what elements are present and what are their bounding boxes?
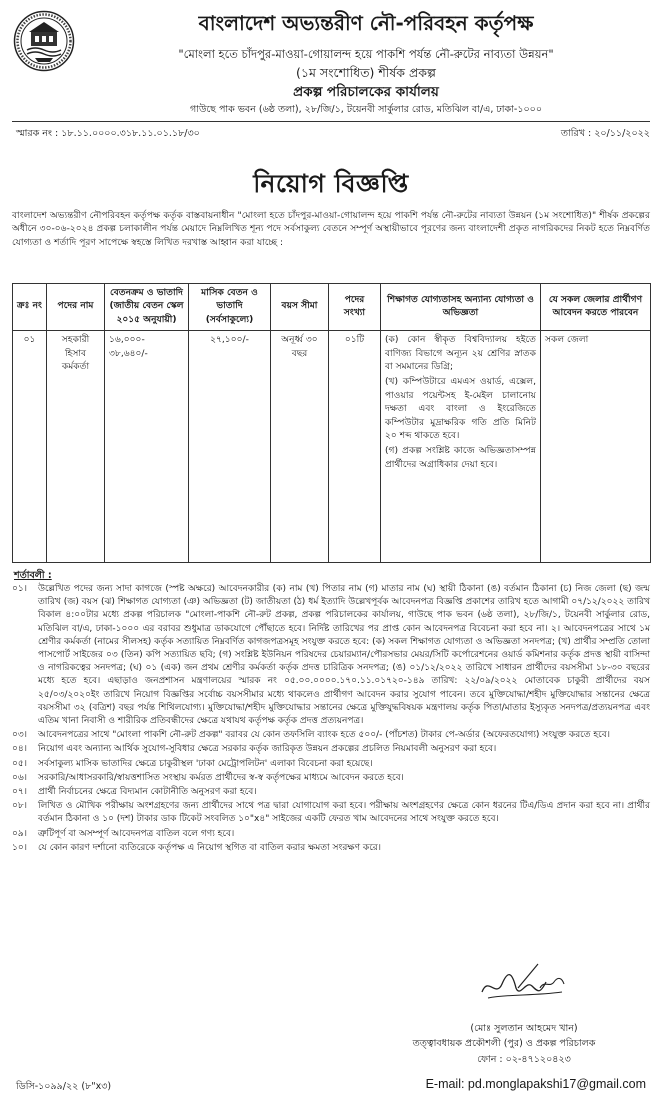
header-age: বয়স সীমা bbox=[271, 284, 329, 331]
cell-scale: ১৬,০০০- ৩৮,৬৪০/- bbox=[105, 331, 189, 563]
list-item bbox=[12, 758, 650, 771]
term-text: প্রার্থী নির্বাচনের ক্ষেত্রে বিদ্যমান কোটানীতি অনুসরণ করা হবে। bbox=[38, 787, 257, 798]
signatory-name: (মোঃ সুলতান আহমেদ খান) bbox=[470, 1023, 578, 1034]
handwritten-signature bbox=[478, 958, 568, 1004]
cell-post: সহকারী হিসাব কর্মকর্তা bbox=[47, 331, 105, 563]
signatory-phone: ফোন : ০২-৪৭১২০৪২৩ bbox=[477, 1054, 571, 1065]
org-title: বাংলাদেশ অভ্যন্তরীণ নৌ-পরিবহন কর্তৃপক্ষ bbox=[198, 11, 534, 35]
header-districts: যে সকল জেলার প্রার্থীগণ আবেদন করতে পারবেন bbox=[541, 284, 651, 331]
table-row bbox=[13, 331, 651, 563]
table-header-row bbox=[13, 284, 651, 331]
contact-email: E-mail: pd.monglapakshi17@gmail.com bbox=[425, 1077, 646, 1091]
memo-number: স্মারক নং : ১৮.১১.০০০০.৩১৮.১১.০১.১৮/৩০ bbox=[16, 128, 200, 139]
notice-date: তারিখ : ২০/১১/২০২২ bbox=[560, 128, 650, 139]
term-number: ০১। bbox=[12, 584, 27, 594]
list-item bbox=[12, 786, 650, 799]
intro-paragraph: বাংলাদেশ অভ্যন্তরীণ নৌপরিবহন কর্তৃপক্ষ কর্তৃক বাস্তবায়নাধীন "মোংলা হতে চাঁদপুর-মাওয়া-গোয়ালন্দ হয়ে পাকশি পর্যন্ত নৌ-রুটের নাব্যতা উন্নয়ন (১ম সংশোধিত)" শীর্ষক প্রকল্পের অধীনে ৩০-০৬-২০২৪ প্রকল্প চলাকালীন পর্যন্ত মেয়াদে নিম্নলিখিত শূন্য পদে সর্বসাকুল্য বেতনে সম্পূর্ণ অস্থায়ীভাবে পূরণের জন্য বাংলাদেশী প্রকৃত নাগরিকদের নিকট হতে নিম্নবর্ণিত যোগ্যতা ও শর্তাদি পূরণ সাপেক্ষে স্বহস্তে লিখিত দরখাস্ত আহ্বান করা যাচ্ছে : bbox=[12, 211, 650, 248]
term-number: ০৮। bbox=[12, 801, 27, 812]
term-number: ১০। bbox=[12, 842, 27, 853]
header-serial: ক্রঃ নং bbox=[13, 284, 47, 331]
list-item bbox=[12, 772, 650, 785]
project-name: "মোংলা হতে চাঁদপুর-মাওয়া-গোয়ালন্দ হয়ে পাকশি পর্যন্ত নৌ-রুটের নাব্যতা উন্নয়ন" bbox=[178, 47, 554, 61]
biwta-seal-icon bbox=[13, 10, 75, 72]
cell-monthly: ২৭,১০০/- bbox=[189, 331, 271, 563]
term-text: ত্রুটিপূর্ণ বা অসম্পূর্ণ আবেদনপত্র বাতিল বলে গণ্য হবে। bbox=[38, 828, 235, 839]
notice-title: নিয়োগ বিজ্ঞপ্তি bbox=[253, 169, 409, 198]
header-count: পদের সংখ্যা bbox=[329, 284, 381, 331]
term-text: আবেদনপত্রের সাথে "মোংলা পাকশি নৌ-রুট প্রকল্প" বরাবর যে কোন তফসিলি ব্যাংক হতে ৫০০/- (পাঁচশত) টাকার পে-অর্ডার (অফেরতযোগ্য) সংযুক্ত করতে হবে। bbox=[38, 730, 610, 741]
terms-list bbox=[12, 583, 650, 856]
list-item bbox=[12, 729, 650, 742]
cell-age: অনূর্ধ্ব ৩০ বছর bbox=[271, 331, 329, 563]
header-divider bbox=[12, 121, 650, 122]
cell-districts: সকল জেলা bbox=[541, 331, 651, 563]
req-a: (ক) কোন স্বীকৃত বিশ্ববিদ্যালয় হইতে বাণিজ্য বিভাগে অন্যূন ২য় শ্রেণির স্নাতক বা সমমানের ডিগ্রি; bbox=[385, 335, 536, 373]
term-number: ০৭। bbox=[12, 787, 27, 798]
header-scale: বেতনক্রম ও ভাতাদি (জাতীয় বেতন স্কেল ২০১৫ অনুযায়ী) bbox=[105, 284, 189, 331]
signatory-title: তত্ত্বাবধায়ক প্রকৌশলী (পুর) ও প্রকল্প পরিচালক bbox=[412, 1038, 596, 1049]
term-text: নিয়োগ এবং অন্যান্য আর্থিক সুযোগ-সুবিধার ক্ষেত্রে সরকার কর্তৃক জারিকৃত উন্নয়ন প্রকল্পের প্রচলিত নিয়মাবলী অনুসরণ করা হবে। bbox=[38, 744, 497, 755]
term-number: ০৫। bbox=[12, 758, 27, 769]
dc-code: ডিসি-১০৯৯/২২ (৮"x৩) bbox=[16, 1081, 112, 1092]
terms-heading: শর্তাবলী : bbox=[14, 570, 52, 581]
term-text: সর্বসাকুল্য মাসিক ভাতাদির ক্ষেত্রে চাকুরীস্থল 'ঢাকা মেট্রোপলিটন' এলাকা বিবেচনা করা হয়েছে। bbox=[38, 758, 373, 769]
header-monthly: মাসিক বেতন ও ভাতাদি (সর্বসাকুল্যে) bbox=[189, 284, 271, 331]
term-number: ০৪। bbox=[12, 744, 27, 755]
office-address: গাউছে পাক ভবন (৬ষ্ঠ তলা), ২৮/জি/১, টয়েনবী সার্কুলার রোড, মতিঝিল বা/এ, ঢাকা-১০০০ bbox=[189, 104, 543, 115]
list-item bbox=[12, 743, 650, 756]
cell-count: ০১টি bbox=[329, 331, 381, 563]
term-number: ০৬। bbox=[12, 772, 27, 783]
list-item bbox=[12, 800, 650, 826]
header-qualification: শিক্ষাগত যোগ্যতাসহ অন্যান্য যোগ্যতা ও অভিজ্ঞতা bbox=[381, 284, 541, 331]
cell-serial: ০১ bbox=[13, 331, 47, 563]
term-text: যে কোন কারণ দর্শানো ব্যতিরেকে কর্তৃপক্ষ এ নিয়োগ স্থগিত বা বাতিল করার ক্ষমতা সংরক্ষণ করে। bbox=[38, 842, 381, 853]
list-item bbox=[12, 842, 650, 855]
office-name: প্রকল্প পরিচালকের কার্যালয় bbox=[293, 84, 439, 100]
job-table bbox=[12, 283, 651, 563]
term-text: লিখিত ও মৌখিক পরীক্ষায় অংশগ্রহণের জন্য প্রার্থীদের সাথে পত্র দ্বারা যোগাযোগ করা হবে। পরীক্ষায় অংশগ্রহণের ক্ষেত্রে কোন ধরনের টিএ/ডিএ প্রদান করা হবে না। প্রার্থীর বর্তমান ঠিকানা ও ১০ (দশ) টাকার ডাক টিকেট সংবলিত ১০"x৪" সাইজের একটি ফেরত খাম আবেদনের সাথে সংযুক্ত করতে হবে। bbox=[38, 801, 650, 825]
req-b: (খ) কম্পিউটারে এমএস ওয়ার্ড, এক্সেল, পাওয়ার পয়েন্টসহ ই-মেইল চালানোয় দক্ষতা এবং বাংলা ও ইংরেজিতে কম্পিউটার মুদ্রাক্ষরিক গতি প্রতি মিনিট ২০ শব্দ থাকতে হবে। bbox=[385, 377, 536, 442]
term-text: সরকারি/আধাসরকারি/স্বায়ত্তশাসিত সংস্থায় কর্মরত প্রার্থীদের স্ব-স্ব কর্তৃপক্ষের মাধ্যমে আবেদন করতে হবে। bbox=[38, 772, 404, 783]
req-c: (গ) প্রকল্প সংশ্লিষ্ট কাজে অভিজ্ঞতাসম্পন্ন প্রার্থীদের অগ্রাধিকার দেয়া হবে। bbox=[385, 446, 536, 470]
header-post: পদের নাম bbox=[47, 284, 105, 331]
cell-qualification bbox=[381, 331, 541, 563]
project-revision: (১ম সংশোধিত) শীর্ষক প্রকল্প bbox=[296, 65, 436, 80]
term-number: ০৯। bbox=[12, 828, 27, 839]
term-number: ০৩। bbox=[12, 730, 27, 741]
term-text: উল্লেখিত পদের জন্য সাদা কাগজে (স্পষ্ট অক্ষরে) আবেদনকারীর (ক) নাম (খ) পিতার নাম (গ) মাতার নাম (ঘ) স্থায়ী ঠিকানা (ঙ) বর্তমান ঠিকানা (চ) নিজ জেলা (ছ) জন্ম তারিখ (জ) বয়স (ঝ) শিক্ষাগত যোগ্যতা (ঞ) অভিজ্ঞতা (ট) জাতীয়তা (ঠ) ধর্ম ইত্যাদি উল্লেখপূর্বক আবেদনপত্র বিজ্ঞপ্তি প্রকাশের তারিখ হতে আগামী ০৭/১২/২০২২ তারিখ বিকাল ৪:০০টার মধ্যে প্রকল্প পরিচালক "মোংলা-পাকশি নৌ-রুট প্রকল্প, প্রকল্প পরিচালকের কার্যালয়, গাউছে পাক ভবন (৬ষ্ঠ তলা), ২৮/জি/১, টয়েনবী সার্কুলার রোড, মতিঝিল বা/এ, ঢাকা-১০০০ এর বরাবর শুধুমাত্র ডাকযোগে পৌঁছাতে হবে। নির্দিষ্ট তারিখের পর প্রাপ্ত কোন আবেদনপত্র বিবেচনা করা হবে না। ২। আবেদনপত্রের সাথে ১ম শ্রেণীর কর্মকর্তা (নামের সীলসহ) কর্তৃক সত্যায়িত নিম্নবর্ণিত কাগজপত্রসমূহ সংযুক্ত করতে হবে: (ক) সকল শিক্ষাগত যোগ্যতা ও অভিজ্ঞতা সনদপত্র; (খ) প্রার্থীর সম্প্রতি তোলা পাসপোর্ট সাইজের ০৩ (তিন) কপি সত্যায়িত ছবি; (গ) সংশ্লিষ্ট ইউনিয়ন পরিষদের চেয়ারম্যান/পৌরসভার মেয়র/সিটি কর্পোরেশনের ওয়ার্ড কমিশনার কর্তৃক প্রদত্ত স্থায়ী বাসিন্দা ও নাগরিকত্বের সনদপত্র; (ঘ) ০১ (এক) জন প্রথম শ্রেণীর কর্মকর্তা কর্তৃক প্রদত্ত চারিত্রিক সনদপত্র; (ঙ) ০১/১২/২০২২ তারিখে সাধারন প্রার্থীদের বয়সসীমা ১৮-৩০ বছরের মধ্যে হতে হবে। এছাড়াও জনপ্রশাসন মন্ত্রণালয়ের স্মারক নং ০৫.০০.০০০০.১৭০.১১.০১৭২০-১৪৯ তারিখ: ২২/০৯/২০২২ মোতাবেক চাকুরী প্রার্থীদের বয়স ২৫/০৩/২০২০ইং তারিখে নিয়োগ বিজ্ঞপ্তির সর্বোচ্চ বয়সসীমার মধ্যে থাকলেও প্রার্থীগণ আবেদন করার সুযোগ পাবেন। তবে মুক্তিযোদ্ধা/শহীদ মুক্তিযোদ্ধার সন্তানের ক্ষেত্রে বয়সসীমা ৩২ (বত্রিশ) বছর পর্যন্ত শিথিলযোগ্য। মুক্তিযোদ্ধা/শহীদ মুক্তিযোদ্ধার সন্তানের ক্ষেত্রে মুক্তিযুদ্ধবিষয়ক মন্ত্রণালয় কর্তৃক পিতা/মাতার ইস্যুকৃত সনদপত্র/প্রত্যয়নপত্র এবং এতিম খানা নিবাসী ও শারীরিক প্রতিবন্ধীদের ক্ষেত্রে যথাযথ কর্তৃপক্ষ কর্তৃক প্রদত্ত প্রত্যয়নপত্র। bbox=[38, 584, 650, 727]
list-item bbox=[12, 583, 650, 728]
list-item bbox=[12, 828, 650, 841]
